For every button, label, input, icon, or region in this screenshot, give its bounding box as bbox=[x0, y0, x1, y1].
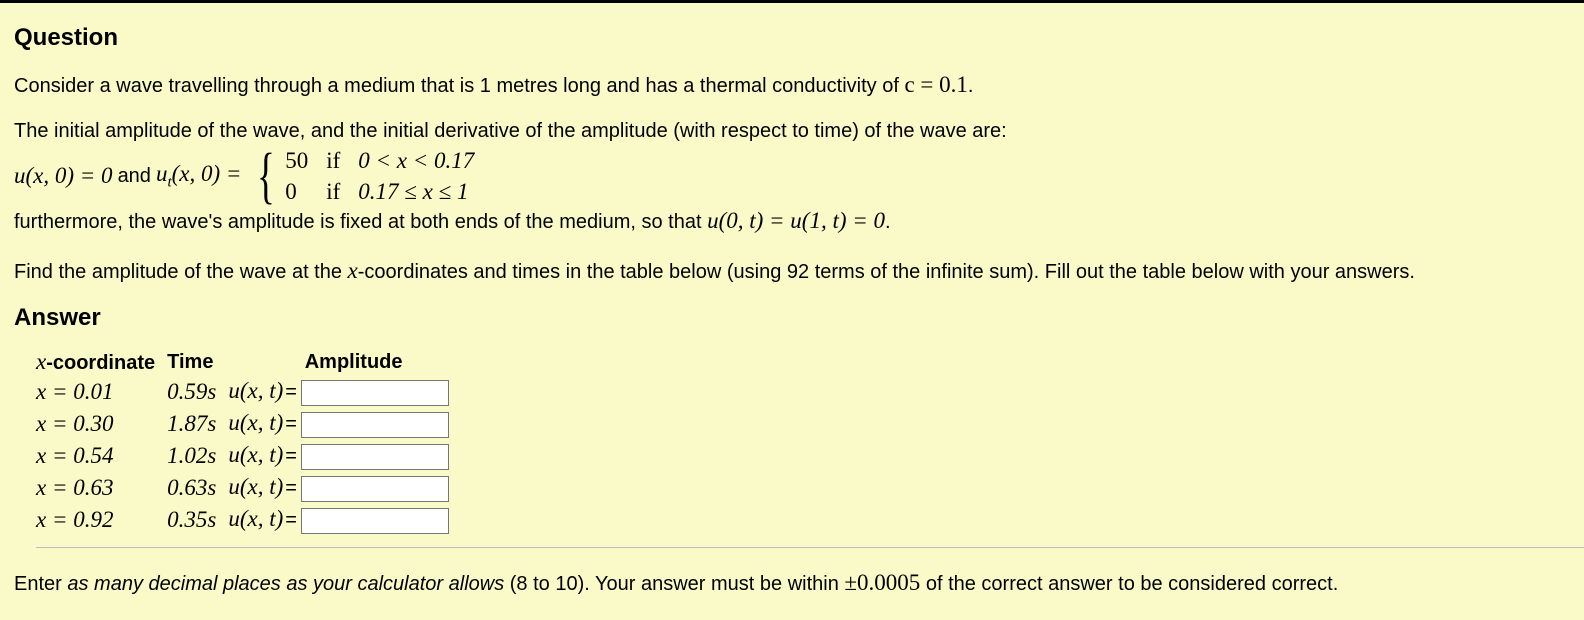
amplitude-input[interactable] bbox=[301, 444, 449, 470]
x-value: x = 0.30 bbox=[36, 411, 114, 436]
case1-cond: 0 < x < 0.17 bbox=[358, 148, 475, 173]
initial-conditions bbox=[14, 142, 475, 210]
divider bbox=[36, 547, 1584, 548]
question-line-2: The initial amplitude of the wave, and the initial derivative of the amplitude (with respect to time) of the wave are: bbox=[14, 120, 1007, 142]
amplitude-input[interactable] bbox=[301, 508, 449, 534]
amplitude-cell bbox=[228, 408, 461, 440]
u-label: u(x, t) bbox=[228, 377, 284, 403]
answer-heading: Answer bbox=[14, 304, 101, 331]
table-row bbox=[36, 376, 461, 408]
case2-value: 0 bbox=[285, 179, 297, 204]
u-label: u(x, t) bbox=[228, 505, 284, 531]
cases-brace: { bbox=[257, 142, 276, 210]
amplitude-cell bbox=[228, 376, 461, 408]
table-body bbox=[36, 376, 461, 536]
amplitude-cell bbox=[228, 504, 461, 536]
answer-table bbox=[36, 348, 461, 536]
line1-end: . bbox=[967, 75, 974, 97]
x-coordinate-header: x-coordinate bbox=[36, 349, 156, 374]
line4-post: -coordinates and times in the table below (using 92 terms of the infinite sum). Fill out the table below with your answers. bbox=[357, 261, 1415, 283]
case2-cond: 0.17 ≤ x ≤ 1 bbox=[358, 179, 469, 204]
question-heading: Question bbox=[14, 24, 119, 51]
case1-value: 50 bbox=[285, 148, 309, 173]
equals-sign: = bbox=[285, 412, 297, 435]
equals-sign: = bbox=[285, 380, 297, 403]
amplitude-cell bbox=[228, 440, 461, 472]
equals-sign: = bbox=[285, 476, 297, 499]
question-line-1 bbox=[14, 72, 973, 98]
amplitude-cell bbox=[228, 472, 461, 504]
amplitude-header: Amplitude bbox=[304, 350, 403, 373]
and-text: and bbox=[117, 164, 151, 187]
x-value: x = 0.92 bbox=[36, 507, 114, 532]
time-value: 0.35s bbox=[167, 507, 217, 532]
time-header: Time bbox=[167, 350, 214, 373]
case1-if: if bbox=[326, 148, 341, 173]
question-line-4 bbox=[14, 258, 1415, 284]
question-line-3 bbox=[14, 208, 891, 234]
u-label: u(x, t) bbox=[228, 473, 284, 499]
line3-text: furthermore, the wave's amplitude is fixed at both ends of the medium, so that bbox=[14, 211, 708, 233]
u-label: u(x, t) bbox=[228, 441, 284, 467]
time-value: 0.59s bbox=[167, 379, 217, 404]
time-value: 0.63s bbox=[167, 475, 217, 500]
x-value: x = 0.54 bbox=[36, 443, 114, 468]
x-value: x = 0.63 bbox=[36, 475, 114, 500]
amplitude-input[interactable] bbox=[301, 380, 449, 406]
line3-end: . bbox=[885, 211, 891, 233]
u0-math: u(x, 0) = 0 bbox=[14, 163, 113, 188]
tolerance-math: ±0.0005 bbox=[844, 570, 921, 595]
footer-emphasis: as many decimal places as your calculator allows bbox=[67, 573, 505, 595]
boundary-math: u(0, t) = u(1, t) = 0 bbox=[707, 208, 886, 233]
time-value: 1.02s bbox=[167, 443, 217, 468]
table-row bbox=[36, 472, 461, 504]
piecewise-cases bbox=[285, 145, 474, 207]
line4-pre: Find the amplitude of the wave at the bbox=[14, 261, 348, 283]
equals-sign: = bbox=[285, 444, 297, 467]
x-math: x bbox=[347, 258, 358, 283]
amplitude-input[interactable] bbox=[301, 412, 449, 438]
table-header-row bbox=[36, 348, 461, 376]
top-rule bbox=[0, 0, 1584, 3]
table-row bbox=[36, 504, 461, 536]
time-value: 1.87s bbox=[167, 411, 217, 436]
table-row bbox=[36, 408, 461, 440]
u-label: u(x, t) bbox=[228, 409, 284, 435]
equals-sign: = bbox=[285, 508, 297, 531]
ut-math: $u_t(x$, 0) = bbox=[155, 160, 242, 191]
amplitude-input[interactable] bbox=[301, 476, 449, 502]
table-row bbox=[36, 440, 461, 472]
x-value: x = 0.01 bbox=[36, 379, 114, 404]
line1-text: Consider a wave travelling through a medium that is 1 metres long and has a thermal conductivity of bbox=[14, 75, 905, 97]
conductivity-math: c = 0.1 bbox=[904, 72, 968, 97]
instruction-footer: Enter as many decimal places as your calculator allows (8 to 10). Your answer must be within ±0.0005 of the correct answer to be considered correct. bbox=[14, 570, 1339, 595]
case2-if: if bbox=[326, 179, 341, 204]
